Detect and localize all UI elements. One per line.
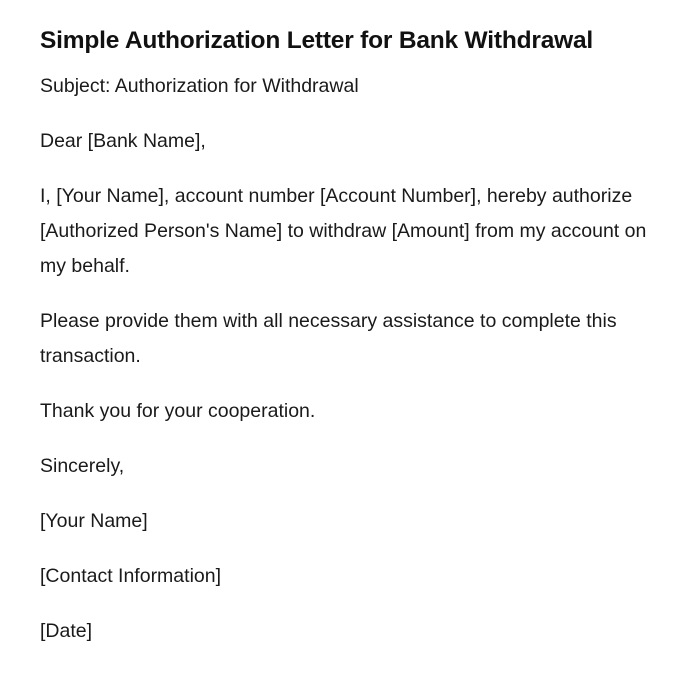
letter-subject: Subject: Authorization for Withdrawal	[40, 75, 359, 97]
letter-closing: Sincerely,	[40, 455, 125, 477]
letter-title: Simple Authorization Letter for Bank Withdrawal	[40, 27, 594, 54]
letter-salutation: Dear [Bank Name],	[40, 130, 206, 152]
letter-body-assistance: Please provide them with all necessary assistance to complete this transaction.	[40, 310, 617, 367]
letter-document	[40, 24, 660, 649]
letter-body-authorization: I, [Your Name], account number [Account Number], hereby authorize [Authorized Person's Name] to withdraw [Amount] from my account on my behalf.	[40, 185, 647, 277]
letter-contact-info: [Contact Information]	[40, 565, 222, 587]
letter-date: [Date]	[40, 620, 93, 642]
letter-signature-name: [Your Name]	[40, 510, 148, 532]
letter-thanks: Thank you for your cooperation.	[40, 400, 316, 422]
